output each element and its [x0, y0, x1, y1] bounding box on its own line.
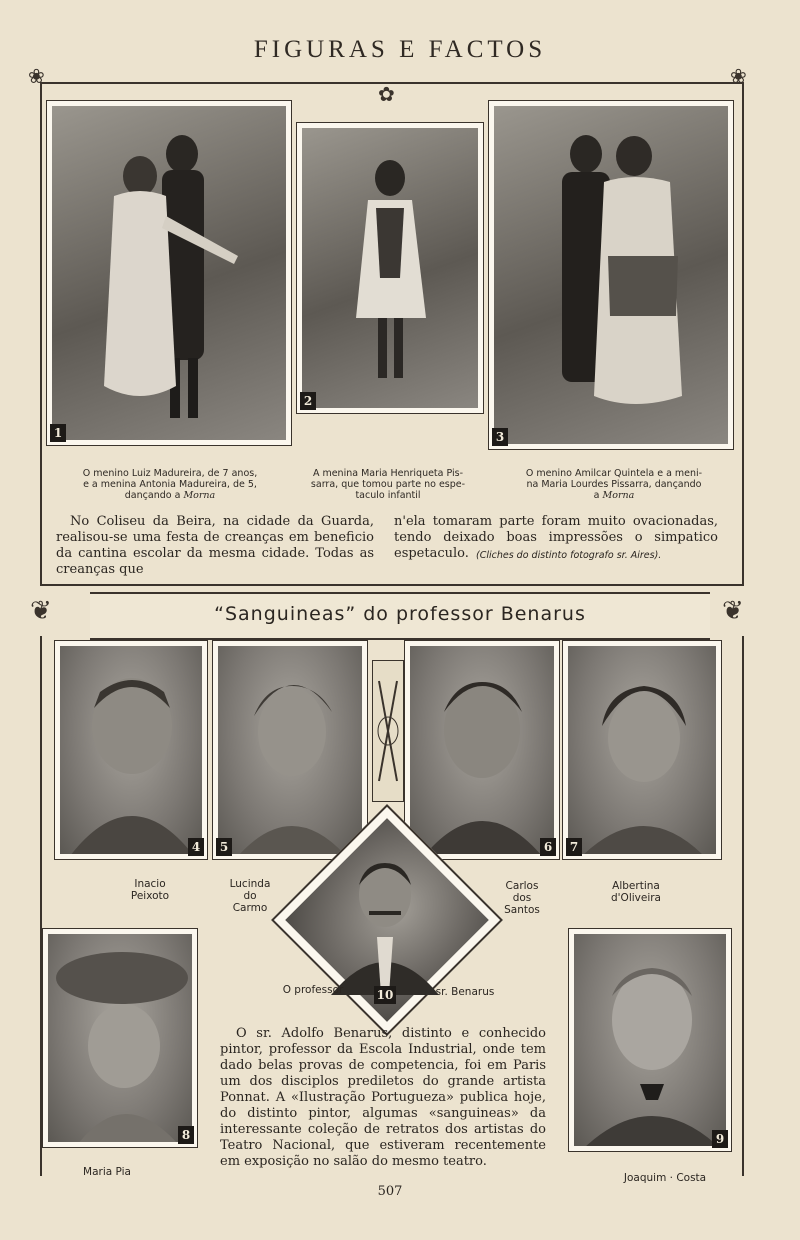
caption-text: a — [593, 490, 600, 501]
portrait-8 — [42, 928, 198, 1148]
portrait-4-name — [110, 878, 190, 902]
floral-ornament-icon: ❀ — [730, 64, 747, 88]
caption-line — [494, 490, 734, 501]
portrait-image — [574, 934, 726, 1146]
caption-line: O menino Luiz Madureira, de 7 anos, — [82, 468, 258, 479]
page-header: FIGURAS E FACTOS — [253, 36, 547, 63]
photo-credit: (Cliches do distinto fotografo sr. Aires). — [476, 550, 662, 561]
portrait-number-badge: 9 — [712, 1130, 728, 1148]
caption-italic: Morna — [183, 490, 216, 501]
professor-label-right: sr. Benarus — [435, 986, 495, 998]
woman-portrait-image — [568, 646, 716, 854]
bottom-paragraph: O sr. Adolfo Benarus, distinto e conhecido pintor, professor da Escola Industrial, onde tem dado belas provas de competencia, foi em Paris um dos disciplos prediletos do grande artista Ponnat. A «Ilustração Portugueza» publica hoje, do distinto pintor, algumas «sanguineas» da interessante coleção de retratos dos artistas do Teatro Nacional, que estiveram recentemente em exposição no salão do mesmo teatro. — [220, 1026, 546, 1169]
portrait-5-name — [210, 878, 290, 914]
palette-ornament — [372, 660, 404, 802]
floral-ornament-icon: ❀ — [28, 64, 45, 88]
top-paragraph-left: No Coliseu da Beira, na cidade da Guarda, realisou-se uma festa de creanças em beneficio da cantina escolar da mesma cidade. Todas as creanças que — [56, 514, 374, 577]
portrait-4 — [54, 640, 208, 860]
scroll-ornament-icon: ❦ — [30, 596, 52, 626]
caption-line: sarra, que tomou parte no espe- — [310, 479, 466, 490]
caption-italic: Morna — [602, 490, 635, 501]
photo-number-badge: 2 — [300, 392, 316, 410]
portrait-7-name — [586, 880, 686, 904]
photo-1-caption — [50, 468, 290, 501]
name-line: Inacio — [134, 878, 166, 890]
top-paragraph-right: n'ela tomaram parte foram muito ovacionadas, tendo deixado boas impressões o simpatico espetaculo. — [394, 514, 718, 561]
portrait-5 — [212, 640, 368, 860]
woman-hat-portrait-image — [48, 934, 192, 1142]
portrait-number-badge: 8 — [178, 1126, 194, 1144]
floral-ornament-icon: ✿ — [378, 82, 395, 106]
caption-line — [50, 490, 290, 501]
photo-2 — [296, 122, 484, 414]
photo-image — [302, 128, 478, 408]
photo-2-caption — [288, 468, 488, 501]
photo-number-badge: 1 — [50, 424, 66, 442]
girl-costume-image — [302, 128, 478, 408]
name-line: Santos — [504, 904, 540, 916]
portrait-image — [48, 934, 192, 1142]
portrait-number-badge: 5 — [216, 838, 232, 856]
portrait-7 — [562, 640, 722, 860]
photo-3-caption — [494, 468, 734, 501]
portrait-image — [568, 646, 716, 854]
brushes-icon — [373, 661, 403, 801]
old-man-portrait-image — [574, 934, 726, 1146]
professor-label-left: O professor — [282, 984, 344, 996]
name-line: dos — [512, 892, 532, 904]
caption-line: e a menina Antonia Madureira, de 5, — [83, 479, 257, 490]
caption-line: taculo infantil — [355, 490, 421, 501]
photo-number-badge: 3 — [492, 428, 508, 446]
section-title: “Sanguineas” do professor Benarus — [90, 592, 710, 640]
portrait-number-badge: 7 — [566, 838, 582, 856]
portrait-9 — [568, 928, 732, 1152]
caption-text: dançando a — [124, 490, 181, 501]
photo-3 — [488, 100, 734, 450]
scroll-ornament-icon: ❦ — [722, 596, 744, 626]
portrait-8-name: Maria Pia — [83, 1166, 131, 1178]
name-line: Albertina — [612, 880, 660, 892]
caption-line: O menino Amilcar Quintela e a meni- — [525, 468, 703, 479]
name-line: do — [243, 890, 257, 902]
portrait-image — [410, 646, 554, 854]
name-line: Lucinda — [229, 878, 271, 890]
children-dancing-image — [494, 106, 728, 444]
portrait-9-name: Joaquim · Costa — [623, 1172, 707, 1184]
children-dancing-image — [52, 106, 286, 440]
caption-line: A menina Maria Henriqueta Pis- — [312, 468, 464, 479]
portrait-image — [60, 646, 202, 854]
name-line: d'Oliveira — [611, 892, 661, 904]
name-line: Peixoto — [130, 890, 170, 902]
caption-line: na Maria Lourdes Pissarra, dançando — [526, 479, 702, 490]
portrait-number-badge: 4 — [188, 838, 204, 856]
page-number: 507 — [377, 1184, 403, 1199]
portrait-number-badge: 10 — [374, 986, 396, 1004]
photo-1 — [46, 100, 292, 446]
man-portrait-image — [410, 646, 554, 854]
name-line: Carlos — [505, 880, 539, 892]
portrait-image — [218, 646, 362, 854]
portrait-6 — [404, 640, 560, 860]
portrait-number-badge: 6 — [540, 838, 556, 856]
man-portrait-image — [60, 646, 202, 854]
professor-portrait-image — [325, 845, 445, 995]
name-line: Carmo — [232, 902, 268, 914]
woman-portrait-image — [218, 646, 362, 854]
photo-image — [52, 106, 286, 440]
photo-image — [494, 106, 728, 444]
